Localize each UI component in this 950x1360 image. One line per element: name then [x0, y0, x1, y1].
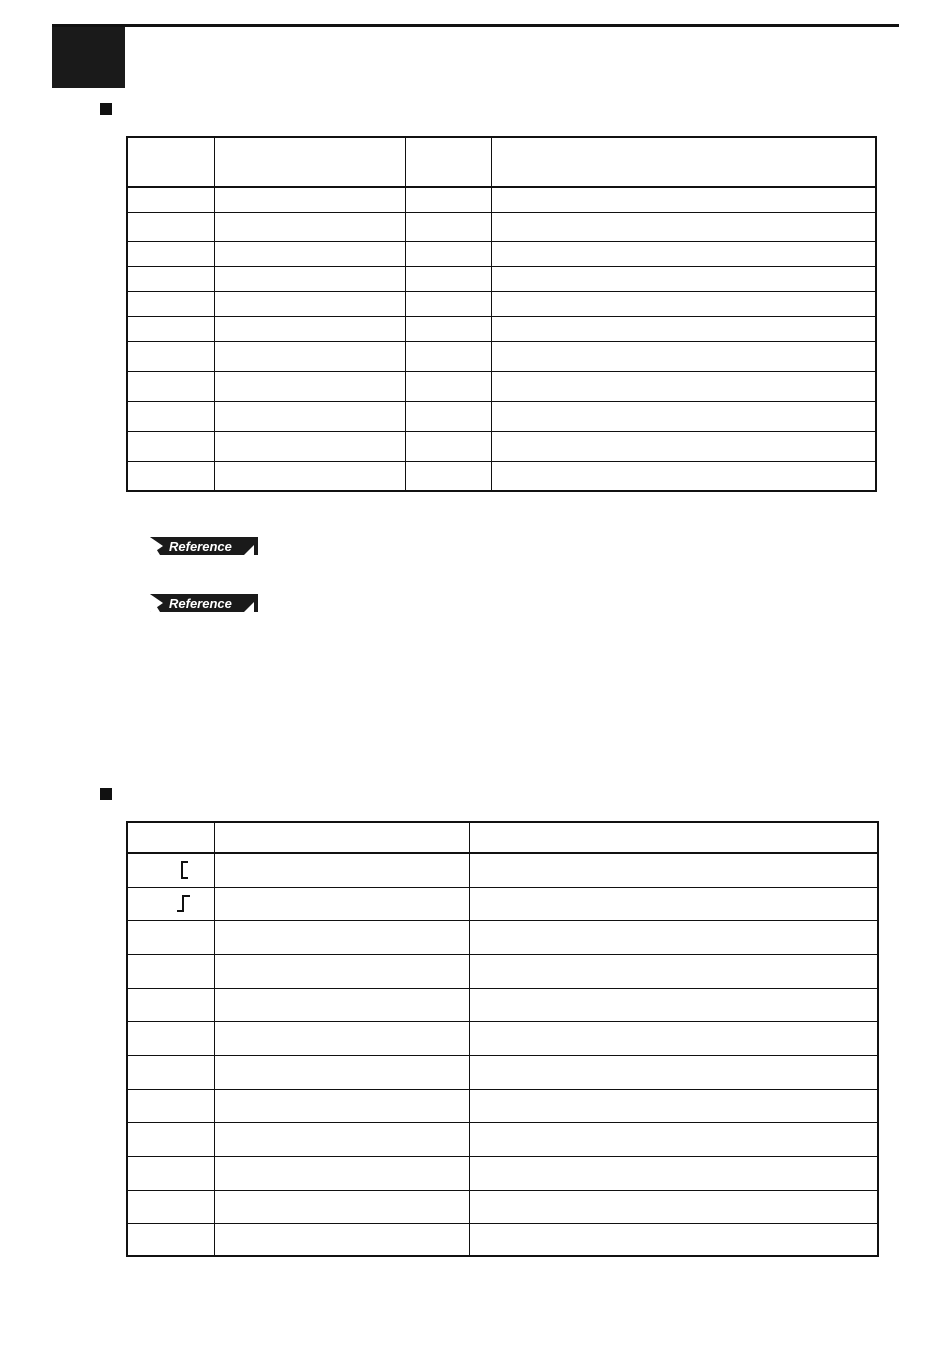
table-row — [127, 1055, 878, 1089]
table-row — [127, 341, 876, 371]
table-cell — [214, 187, 405, 212]
reference-label: Reference — [169, 539, 232, 554]
table-cell — [405, 401, 491, 431]
table-cell — [214, 988, 469, 1021]
table-cell — [127, 401, 214, 431]
table-row — [127, 988, 878, 1021]
table-cell — [469, 1021, 878, 1055]
table-cell — [491, 241, 876, 266]
table-cell — [214, 241, 405, 266]
table-cell — [127, 291, 214, 316]
table-cell — [469, 887, 878, 920]
table-header-row — [127, 822, 878, 853]
table-cell — [469, 1122, 878, 1156]
table-cell — [214, 853, 469, 887]
table-header-cell — [491, 137, 876, 187]
table-cell — [214, 1223, 469, 1256]
table-cell — [127, 187, 214, 212]
table-header-cell — [214, 822, 469, 853]
table-cell — [127, 954, 214, 988]
table-cell — [127, 212, 214, 241]
table-cell — [214, 1156, 469, 1190]
table-cell — [127, 241, 214, 266]
table-cell — [127, 431, 214, 461]
table-cell — [214, 266, 405, 291]
section1-bullet-icon — [100, 103, 112, 115]
table-cell — [491, 316, 876, 341]
reference-badge[interactable] — [150, 537, 258, 555]
table-cell — [491, 431, 876, 461]
table-cell — [469, 920, 878, 954]
section1-table — [126, 136, 877, 492]
reference-arrow-icon — [150, 594, 258, 612]
table-cell — [491, 266, 876, 291]
table-cell — [127, 988, 214, 1021]
table-header-row — [127, 137, 876, 187]
table-row — [127, 316, 876, 341]
table-cell — [214, 1122, 469, 1156]
table-cell — [127, 1055, 214, 1089]
table-cell — [214, 1089, 469, 1122]
table-row — [127, 1156, 878, 1190]
table-cell — [405, 291, 491, 316]
table-cell — [127, 371, 214, 401]
table-row — [127, 431, 876, 461]
table-cell — [127, 920, 214, 954]
table-row — [127, 1122, 878, 1156]
table-cell — [469, 853, 878, 887]
table-header-cell — [405, 137, 491, 187]
table-row — [127, 371, 876, 401]
table-cell — [127, 316, 214, 341]
table-cell — [127, 1190, 214, 1223]
table-row — [127, 266, 876, 291]
table-cell — [214, 1021, 469, 1055]
table-row — [127, 1089, 878, 1122]
table-cell — [214, 316, 405, 341]
table-row — [127, 187, 876, 212]
table-header-cell — [127, 822, 214, 853]
table-cell — [127, 266, 214, 291]
table-cell — [491, 212, 876, 241]
table-cell — [214, 401, 405, 431]
table-cell — [405, 241, 491, 266]
table-cell — [214, 371, 405, 401]
table-cell — [405, 266, 491, 291]
section2-bullet-icon — [100, 788, 112, 800]
table-cell — [469, 1223, 878, 1256]
rising-edge-open-icon — [178, 861, 192, 879]
table-row — [127, 1223, 878, 1256]
table-cell — [469, 954, 878, 988]
table-cell — [214, 1055, 469, 1089]
table-row — [127, 291, 876, 316]
symbol-cell — [127, 853, 214, 887]
table-cell — [491, 401, 876, 431]
table-cell — [491, 187, 876, 212]
table-cell — [469, 1089, 878, 1122]
symbol-cell — [127, 887, 214, 920]
table-row — [127, 1190, 878, 1223]
table-cell — [405, 316, 491, 341]
table-cell — [127, 1156, 214, 1190]
table-cell — [214, 341, 405, 371]
table-cell — [214, 954, 469, 988]
table-cell — [405, 461, 491, 491]
table-header-cell — [214, 137, 405, 187]
table-cell — [491, 341, 876, 371]
table-row — [127, 954, 878, 988]
table-row — [127, 1021, 878, 1055]
table-row — [127, 853, 878, 887]
table-cell — [214, 431, 405, 461]
table-cell — [127, 1122, 214, 1156]
table-row — [127, 887, 878, 920]
table-cell — [127, 1021, 214, 1055]
reference-label: Reference — [169, 596, 232, 611]
table-cell — [405, 212, 491, 241]
table-cell — [491, 291, 876, 316]
section2-table — [126, 821, 879, 1257]
table-row — [127, 461, 876, 491]
table-cell — [214, 212, 405, 241]
rising-edge-icon — [176, 894, 192, 914]
reference-badge[interactable] — [150, 594, 258, 612]
table-cell — [405, 341, 491, 371]
table-cell — [405, 431, 491, 461]
header-rule — [52, 24, 899, 27]
table-cell — [214, 461, 405, 491]
table-cell — [214, 920, 469, 954]
table-cell — [127, 1089, 214, 1122]
chapter-tab — [52, 27, 125, 88]
table-cell — [214, 291, 405, 316]
table-cell — [469, 1190, 878, 1223]
table-row — [127, 212, 876, 241]
table-cell — [405, 187, 491, 212]
table-cell — [469, 1055, 878, 1089]
table-cell — [469, 1156, 878, 1190]
table-row — [127, 401, 876, 431]
reference-arrow-icon — [150, 537, 258, 555]
table-cell — [127, 341, 214, 371]
table-cell — [214, 887, 469, 920]
table-cell — [127, 1223, 214, 1256]
table-cell — [214, 1190, 469, 1223]
table-cell — [469, 988, 878, 1021]
table-cell — [405, 371, 491, 401]
table-header-cell — [469, 822, 878, 853]
table-cell — [127, 461, 214, 491]
table-cell — [491, 371, 876, 401]
table-row — [127, 241, 876, 266]
table-cell — [491, 461, 876, 491]
table-header-cell — [127, 137, 214, 187]
table-row — [127, 920, 878, 954]
